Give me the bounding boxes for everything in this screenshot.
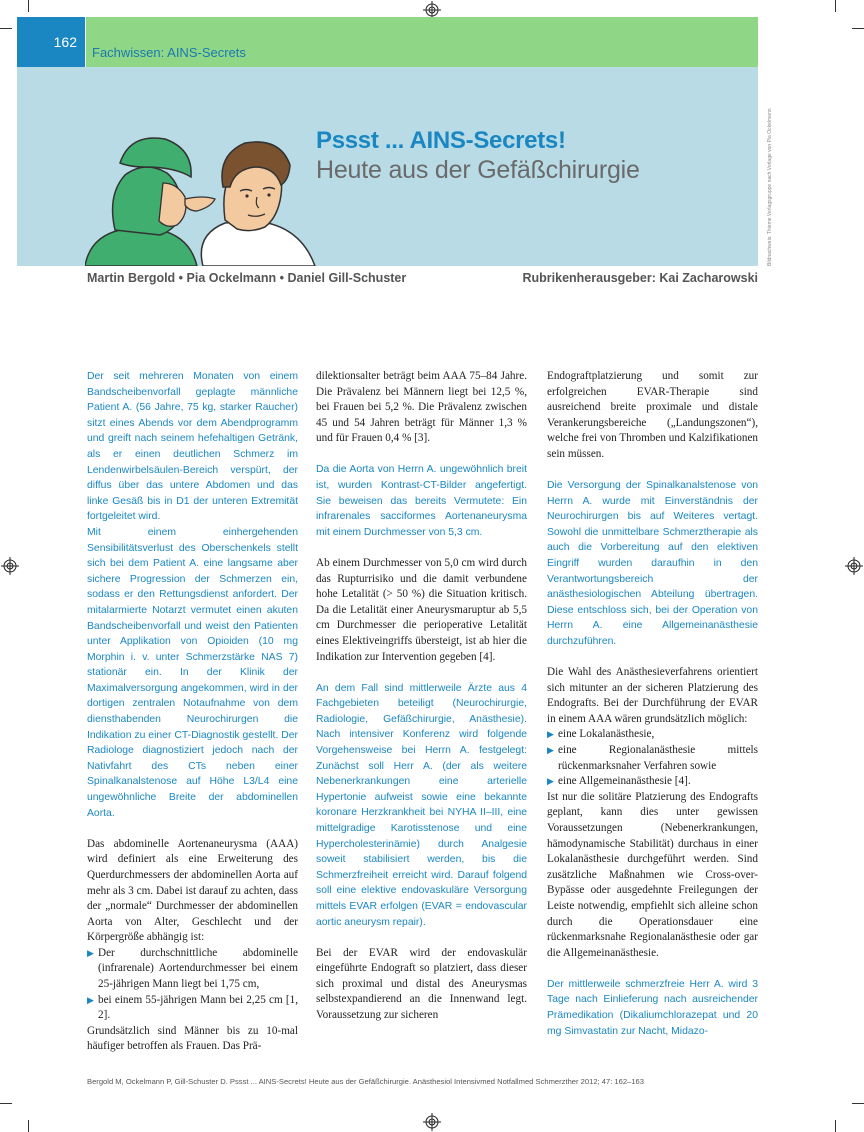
image-credit bbox=[767, 100, 773, 266]
page-title: Pssst ... AINS-Secrets! bbox=[316, 127, 566, 154]
registration-mark-icon bbox=[423, 1113, 441, 1131]
section-title: Fachwissen: AINS-Secrets bbox=[92, 45, 246, 60]
bullet-item: ▶ bei einem 55-jährigen Mann bei 2,25 cm [1, 2]. bbox=[87, 993, 298, 1024]
case-paragraph: An dem Fall sind mittlerweile Ärzte aus 4 Fachgebieten beteiligt (Neurochirurgie, Radiologie, Gefäßchirurgie, Anästhesie). Nach intensiver Konferenz wird folgende Vorgehensweise bei Herrn A. festgelegt: Zunächst soll Herr A. (der als weitere Nebenerkrankungen eine arterielle Hypertonie aufweist sowie eine bekannte koronare Herzkrankheit bei NYHA II–III, eine mittelgradige Karotisstenose und eine Hypercholesterinämie) durch Analgesie soweit stabilisiert werden, bis die Schmerzfreiheit erreicht wird. Darauf folgend soll eine elektive endovaskuläre Versorgung mittels EVAR erfolgen (EVAR = endovascular aortic aneurysm repair). bbox=[316, 682, 527, 928]
text-column-3 bbox=[547, 369, 758, 1039]
text-column-1 bbox=[87, 369, 298, 1055]
citation-footer: Bergold M, Ockelmann P, Gill-Schuster D. Pssst ... AINS-Secrets! Heute aus der Gefäßchirurgie. Anästhesiol Intensivmed Notfallmed Schmerzther 2012; 47: 162–163 bbox=[87, 1077, 644, 1086]
body-paragraph: Das abdominelle Aortenaneurysma (AAA) wird definiert als eine Erweiterung des Querdurchmessers der abdominellen Aorta auf mehr als 3 cm. Dabei ist darauf zu achten, dass der „normale“ Durchmesser der abdominellen Aorta von Alter, Geschlecht und der Körpergröße abhängig ist: bbox=[87, 837, 298, 944]
arrow-bullet-icon: ▶ bbox=[87, 994, 94, 1005]
two-clinicians-whispering-illustration bbox=[85, 125, 335, 266]
running-header bbox=[86, 17, 758, 67]
body-paragraph: Bei der EVAR wird der endovaskulär eingeführte Endograft so platziert, dass dieser sich proximal und distal des Aneurysmas selbstexpandierend an die Innenwand legt. Voraussetzung zur sicheren bbox=[316, 946, 527, 1021]
crop-mark bbox=[852, 1103, 864, 1104]
crop-mark bbox=[835, 0, 836, 12]
image-credit-text: Bildnachweis: Thieme Verlagsgruppe nach Vorlage von Pia Ockelmann bbox=[767, 108, 773, 266]
case-paragraph: Der seit mehreren Monaten von einem Bandscheibenvorfall geplagte männliche Patient A. (56 Jahre, 75 kg, starker Raucher) sitzt eines Abends vor dem Abendprogramm und greift nach seinem hefehaltigen Getränk, als er einen deutlichen Schmerz im Lendenwirbelsäulen-Bereich verspürt, der diffus über das untere Abdomen und das linke Gesäß bis in D1 der unteren Extremität fortgeleitet wird. bbox=[87, 371, 298, 523]
page-number: 162 bbox=[17, 17, 85, 67]
body-paragraph: dilektionsalter beträgt beim AAA 75–84 Jahre. Die Prävalenz bei Männern liegt bei 12,5 %, bei Frauen bei 5,2 %. Die Prävalenz zwischen 45 und 54 Jahren beträgt für Männer 1,3 % und für Frauen 0,4 % [3]. bbox=[316, 370, 527, 445]
case-paragraph: Die Versorgung der Spinalkanalstenose von Herrn A. wurde mit Einverständnis der Neurochirurgen bis auf Weiteres vertagt. Sowohl die unmittelbare Schmerztherapie als auch die Vorbereitung auf den elektiven Eingriff wurden daraufhin in den Verantwortungsbereich der anästhesiologischen Abteilung übertragen. Diese entschloss sich, bei der Operation von Herrn A. eine Allgemeinanästhesie durchzuführen. bbox=[547, 480, 758, 647]
text-column-2 bbox=[316, 369, 527, 1024]
arrow-bullet-icon: ▶ bbox=[547, 729, 554, 740]
crop-mark bbox=[0, 28, 12, 29]
bullet-item: ▶ Der durchschnittliche abdominelle (infrarenale) Aortendurchmesser bei einem 25-jährigen Mann liegt bei 1,75 cm, bbox=[87, 946, 298, 993]
bullet-item: ▶ eine Regionalanästhesie mittels rückenmarksnaher Verfahren sowie bbox=[547, 743, 758, 774]
crop-mark bbox=[835, 1120, 836, 1132]
crop-mark bbox=[28, 0, 29, 12]
bullet-item: ▶ eine Allgemeinanästhesie [4]. bbox=[547, 774, 758, 790]
arrow-bullet-icon: ▶ bbox=[87, 947, 94, 958]
case-paragraph: Der mittlerweile schmerzfreie Herr A. wird 3 Tage nach Einlieferung nach ausreichender Prämedikation (Dikaliumchlorazepat und 20 mg Simvastatin zur Nacht, Midazo- bbox=[547, 978, 758, 1037]
author-list: Martin Bergold • Pia Ockelmann • Daniel Gill-Schuster bbox=[87, 271, 407, 285]
case-paragraph: Da die Aorta von Herrn A. ungewöhnlich breit ist, wurden Kontrast-CT-Bilder angefertigt. Sie beweisen das bereits Vermutete: Ein infrarenales sacciformes Aortenaneurysma mit einem Durchmesser von 5,3 cm. bbox=[316, 464, 527, 538]
bullet-item: ▶ eine Lokalanästhesie, bbox=[547, 727, 758, 743]
body-paragraph: Grundsätzlich sind Männer bis zu 10-mal häufiger betroffen als Frauen. Das Prä- bbox=[87, 1024, 298, 1053]
arrow-bullet-icon: ▶ bbox=[547, 776, 554, 787]
case-paragraph: Mit einem einhergehenden Sensibilitätsverlust des Oberschenkels stellt sich bei dem Patient A. eine langsame aber sichere Progression der Schmerzen ein, sodass er den Rettungsdienst anfordert. Der mitalarmierte Notarzt vermutet einen akuten Bandscheibenvorfall und weist den Patienten unter Applikation von Opioiden (10 mg Morphin i. v. unter Schmerzstärke NAS 7) stationär ein. In der Klinik der Maximalversorgung angekommen, wird in der dortigen zentralen Notaufnahme von dem diensthabenden Neurochirurgen die Indikation zu einer CT-Diagnostik gestellt. Der Radiologe diagnostiziert jedoch nach der Nativfahrt des CTs neben einer Spinalkanalstenose auf Höhe L3/L4 eine ungewöhnliche Breite der abdominellen Aorta. bbox=[87, 526, 298, 819]
arrow-bullet-icon: ▶ bbox=[547, 745, 554, 756]
body-paragraph: Ab einem Durchmesser von 5,0 cm wird durch das Rupturrisiko und die damit verbundene hohe Letalität (> 50 %) die Situation kritisch. Da die Letalität einer Aneurysmaruptur ab 5,5 cm Durchmesser die perioperative Letalität eines Elektiveingriffs übersteigt, ist ab hier die Indikation zur Intervention gegeben [4]. bbox=[316, 556, 527, 663]
body-paragraph: Endograftplatzierung und somit zur erfolgreichen EVAR-Therapie sind ausreichend breite proximale und distale Verankerungsbereiche („Landungszonen“), welche frei von Thromben und Kalzifikationen sein müssen. bbox=[547, 370, 758, 460]
page-subtitle: Heute aus der Gefäßchirurgie bbox=[316, 156, 640, 184]
body-paragraph: Die Wahl des Anästhesieverfahrens orientiert sich mitunter an der sicheren Platzierung des Endografts. Bei der Durchführung der EVAR in einem AAA wären grundsätzlich möglich: bbox=[547, 666, 758, 725]
registration-mark-icon bbox=[845, 557, 863, 575]
body-paragraph: Ist nur die solitäre Platzierung des Endografts geplant, kann dies unter gewissen Voraussetzungen (Nebenerkrankungen, hämodynamische Stabilität) durchaus in einer Lokalanästhesie durchgeführt werden. Sind zusätzliche Maßnahmen wie Cross-over-Bypässe oder ausgedehnte Freilegungen der Leiste notwendig, empfiehlt sich alleine schon durch die Operationsdauer eine rückenmarksnahe Regionalanästhesie oder gar die Allgemeinanästhesie. bbox=[547, 790, 758, 959]
crop-mark bbox=[28, 1120, 29, 1132]
crop-mark bbox=[852, 28, 864, 29]
crop-mark bbox=[0, 1103, 12, 1104]
section-editor: Rubrikenherausgeber: Kai Zacharowski bbox=[522, 271, 758, 285]
registration-mark-icon bbox=[1, 557, 19, 575]
